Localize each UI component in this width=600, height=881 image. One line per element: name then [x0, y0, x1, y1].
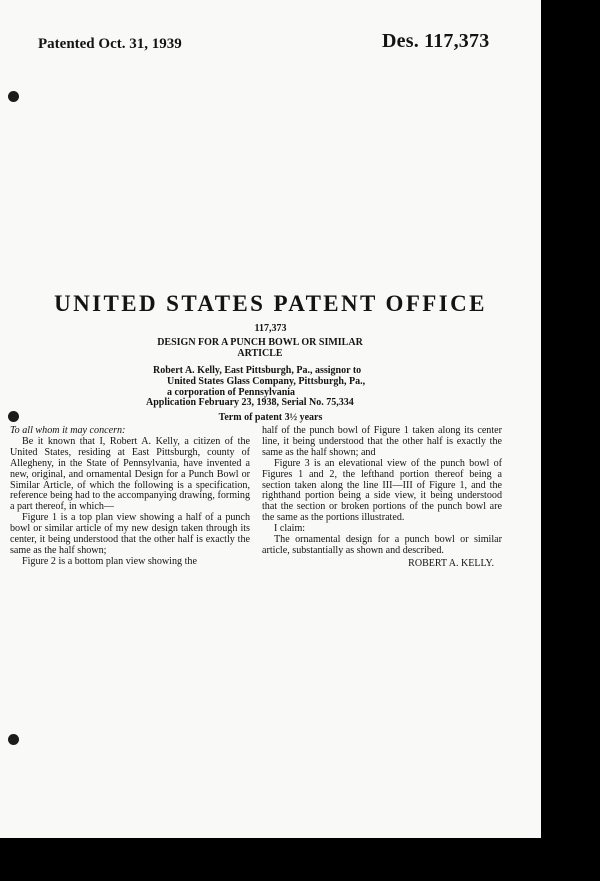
patented-date: Patented Oct. 31, 1939	[38, 36, 182, 52]
claim-heading: I claim:	[274, 523, 306, 535]
inventor-line: United States Glass Company, Pittsburgh, Pa.,	[167, 376, 366, 387]
term-line: Term of patent 3½ years	[218, 412, 323, 423]
paragraph: Figure 3 is an elevational view of the punch bowl of Figures 1 and 2, the lefthand portion thereof being a section taken along the line III—III of Figure 1, and the righthand portion being a side view, it being understood that the section or broken portions of the punch bowl are the same as the portions illustrated.	[262, 457, 502, 524]
office-heading: UNITED STATES PATENT OFFICE	[54, 291, 487, 316]
design-number: Des. 117,373	[382, 30, 490, 52]
left-column	[10, 426, 250, 568]
design-title: DESIGN FOR A PUNCH BOWL OR SIMILAR ARTICLE	[157, 337, 363, 359]
salutation: To all whom it may concern:	[10, 425, 126, 436]
inventor-line: Robert A. Kelly, East Pittsburgh, Pa., assignor to	[153, 365, 362, 376]
paragraph: Be it known that I, Robert A. Kelly, a citizen of the United States, residing at East Pittsburgh, county of Allegheny, in the State of Pennsylvania, have invented a new, original, and ornamental Design for a Punch Bowl or Similar Article, of which the following is a specification, reference being had to the accompanying drawing, forming a part thereof, in which—	[10, 435, 250, 513]
application-line: Application February 23, 1938, Serial No. 75,334	[146, 397, 354, 408]
paragraph: Figure 2 is a bottom plan view showing the	[22, 555, 197, 567]
punch-hole-bottom	[8, 734, 19, 745]
inventor-block	[153, 365, 365, 398]
paragraph: half of the punch bowl of Figure 1 taken along its center line, it being understood that the other half is exactly the same as the half shown; and	[262, 425, 502, 458]
punch-hole-top	[8, 91, 19, 102]
signature: ROBERT A. KELLY.	[408, 557, 494, 569]
inventor-line: a corporation of Pennsylvania	[167, 387, 296, 398]
patent-number: 117,373	[254, 323, 287, 334]
claim-text: The ornamental design for a punch bowl or similar article, substantially as shown and described.	[262, 534, 502, 556]
paragraph: Figure 1 is a top plan view showing a half of a punch bowl or similar article of my new design taken through its center, it being understood that the other half is exactly the same as the half shown;	[10, 512, 250, 556]
right-column	[262, 426, 502, 570]
